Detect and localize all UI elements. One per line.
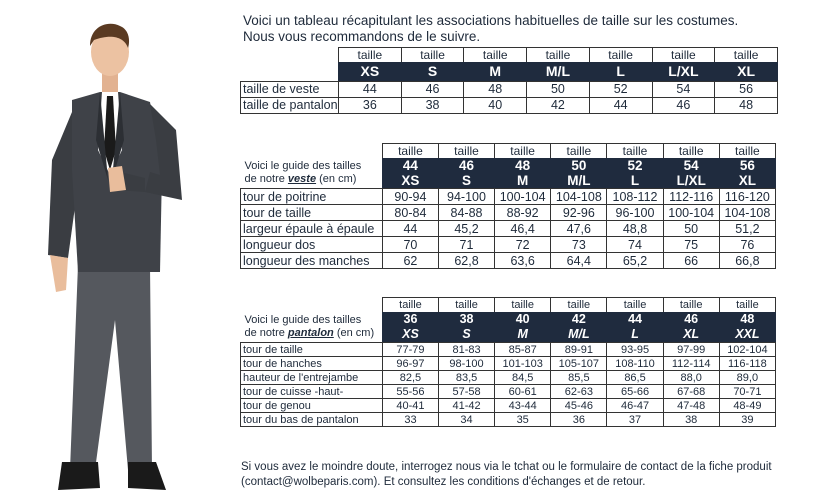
table1-header-row bbox=[241, 48, 778, 63]
size-cell: XS bbox=[338, 62, 401, 81]
row-label: tour de hanches bbox=[241, 357, 383, 371]
caption-emphasis: veste bbox=[287, 173, 317, 185]
table-row bbox=[241, 385, 776, 399]
jacket-table-caption bbox=[241, 158, 383, 189]
size-cell: L/XL bbox=[652, 62, 715, 81]
caption-line-1: Voici le guide des tailles bbox=[244, 160, 362, 172]
value-cell: 66,8 bbox=[719, 253, 775, 269]
value-cell: 102-104 bbox=[719, 343, 775, 357]
size-letter: XL bbox=[683, 327, 700, 341]
value-cell: 94-100 bbox=[438, 189, 494, 205]
value-cell: 82,5 bbox=[382, 371, 438, 385]
table-row bbox=[241, 205, 776, 221]
size-letter: XS bbox=[401, 173, 420, 188]
size-cell bbox=[607, 312, 663, 343]
size-letter: L/XL bbox=[676, 173, 706, 188]
value-cell: 97-99 bbox=[663, 343, 719, 357]
size-letter: M/L bbox=[568, 327, 590, 341]
size-letter: S bbox=[461, 173, 471, 188]
footer-line-2: (contact@wolbeparis.com). Et consultez les conditions d'échanges et de retour. bbox=[241, 476, 646, 488]
size-cell bbox=[607, 158, 663, 189]
table1-header-cell: taille bbox=[464, 48, 527, 63]
value-cell: 66 bbox=[663, 253, 719, 269]
size-cell bbox=[382, 158, 438, 189]
table-row bbox=[241, 357, 776, 371]
table-row bbox=[241, 221, 776, 237]
size-association-table bbox=[240, 47, 778, 114]
row-label: tour de taille bbox=[241, 343, 383, 357]
suit-model-illustration bbox=[0, 0, 240, 500]
value-cell: 73 bbox=[551, 237, 607, 253]
size-cell bbox=[663, 312, 719, 343]
table-row bbox=[241, 371, 776, 385]
table-row bbox=[241, 189, 776, 205]
trousers-table-caption bbox=[241, 312, 383, 343]
value-cell: 50 bbox=[527, 81, 590, 97]
row-label: largeur épaule à épaule bbox=[241, 221, 383, 237]
value-cell: 48,8 bbox=[607, 221, 663, 237]
value-cell: 96-100 bbox=[607, 205, 663, 221]
value-cell: 47-48 bbox=[663, 399, 719, 413]
value-cell: 60-61 bbox=[495, 385, 551, 399]
intro-line-2: Nous vous recommandons de le suivre. bbox=[243, 29, 481, 44]
table-row bbox=[241, 253, 776, 269]
value-cell: 44 bbox=[338, 81, 401, 97]
table2-header-row bbox=[241, 144, 776, 159]
size-letter: M bbox=[517, 173, 529, 188]
value-cell: 89,0 bbox=[719, 371, 775, 385]
footer-text bbox=[241, 460, 772, 490]
value-cell: 100-104 bbox=[495, 189, 551, 205]
table-row bbox=[241, 81, 778, 97]
size-number: 42 bbox=[571, 312, 586, 326]
value-cell: 77-79 bbox=[382, 343, 438, 357]
caption-emphasis: pantalon bbox=[287, 327, 334, 339]
value-cell: 45,2 bbox=[438, 221, 494, 237]
size-letter: S bbox=[462, 327, 471, 341]
value-cell: 96-97 bbox=[382, 357, 438, 371]
table3-header-cell: taille bbox=[607, 298, 663, 313]
value-cell: 70-71 bbox=[719, 385, 775, 399]
value-cell: 37 bbox=[607, 413, 663, 427]
table2-header-cell: taille bbox=[438, 144, 494, 159]
value-cell: 88-92 bbox=[495, 205, 551, 221]
row-label: tour de taille bbox=[241, 205, 383, 221]
value-cell: 57-58 bbox=[438, 385, 494, 399]
table2-header-cell: taille bbox=[551, 144, 607, 159]
size-cell: XL bbox=[715, 62, 778, 81]
size-number: 48 bbox=[515, 158, 531, 173]
value-cell: 48 bbox=[464, 81, 527, 97]
value-cell: 42 bbox=[527, 97, 590, 113]
size-number: 56 bbox=[739, 158, 755, 173]
value-cell: 67-68 bbox=[663, 385, 719, 399]
value-cell: 98-100 bbox=[438, 357, 494, 371]
table2-size-row bbox=[241, 158, 776, 189]
size-cell bbox=[719, 312, 775, 343]
size-number: 46 bbox=[684, 312, 699, 326]
value-cell: 36 bbox=[338, 97, 401, 113]
value-cell: 116-118 bbox=[719, 357, 775, 371]
value-cell: 40-41 bbox=[382, 399, 438, 413]
caption-suffix: (en cm) bbox=[316, 173, 357, 185]
value-cell: 75 bbox=[663, 237, 719, 253]
value-cell: 101-103 bbox=[495, 357, 551, 371]
jacket-size-guide-table bbox=[240, 143, 776, 269]
value-cell: 83,5 bbox=[438, 371, 494, 385]
size-number: 50 bbox=[571, 158, 587, 173]
value-cell: 108-110 bbox=[607, 357, 663, 371]
table1-header-cell: taille bbox=[652, 48, 715, 63]
row-label: tour de poitrine bbox=[241, 189, 383, 205]
value-cell: 44 bbox=[382, 221, 438, 237]
value-cell: 71 bbox=[438, 237, 494, 253]
size-cell: M bbox=[464, 62, 527, 81]
caption-suffix: (en cm) bbox=[333, 327, 375, 339]
table3-header-cell: taille bbox=[495, 298, 551, 313]
table3-header-cell: taille bbox=[663, 298, 719, 313]
table2-header-cell: taille bbox=[663, 144, 719, 159]
value-cell: 40 bbox=[464, 97, 527, 113]
table1-header-cell: taille bbox=[401, 48, 464, 63]
value-cell: 88,0 bbox=[663, 371, 719, 385]
size-letter: L bbox=[630, 173, 640, 188]
value-cell: 70 bbox=[382, 237, 438, 253]
value-cell: 46-47 bbox=[607, 399, 663, 413]
table2-header-cell: taille bbox=[607, 144, 663, 159]
value-cell: 86,5 bbox=[607, 371, 663, 385]
table1-header-cell: taille bbox=[589, 48, 652, 63]
table2-header-cell: taille bbox=[495, 144, 551, 159]
value-cell: 112-116 bbox=[663, 189, 719, 205]
value-cell: 62,8 bbox=[438, 253, 494, 269]
value-cell: 50 bbox=[663, 221, 719, 237]
table3-header-cell: taille bbox=[382, 298, 438, 313]
value-cell: 80-84 bbox=[382, 205, 438, 221]
size-cell bbox=[551, 158, 607, 189]
value-cell: 84-88 bbox=[438, 205, 494, 221]
value-cell: 55-56 bbox=[382, 385, 438, 399]
value-cell: 38 bbox=[663, 413, 719, 427]
size-cell bbox=[495, 158, 551, 189]
size-cell bbox=[719, 158, 775, 189]
table1-header-cell: taille bbox=[715, 48, 778, 63]
value-cell: 72 bbox=[495, 237, 551, 253]
size-letter: XS bbox=[402, 327, 419, 341]
value-cell: 65,2 bbox=[607, 253, 663, 269]
row-label: taille de veste bbox=[241, 81, 339, 97]
value-cell: 48 bbox=[715, 97, 778, 113]
row-label: tour de genou bbox=[241, 399, 383, 413]
value-cell: 47,6 bbox=[551, 221, 607, 237]
value-cell: 41-42 bbox=[438, 399, 494, 413]
value-cell: 112-114 bbox=[663, 357, 719, 371]
value-cell: 84,5 bbox=[495, 371, 551, 385]
value-cell: 63,6 bbox=[495, 253, 551, 269]
table-row bbox=[241, 343, 776, 357]
size-letter: XL bbox=[738, 173, 757, 188]
value-cell: 76 bbox=[719, 237, 775, 253]
size-number: 44 bbox=[628, 312, 642, 326]
value-cell: 74 bbox=[607, 237, 663, 253]
size-number: 46 bbox=[458, 158, 474, 173]
size-cell bbox=[382, 312, 438, 343]
value-cell: 65-66 bbox=[607, 385, 663, 399]
table3-size-row bbox=[241, 312, 776, 343]
size-cell bbox=[438, 158, 494, 189]
size-cell: S bbox=[401, 62, 464, 81]
size-letter: M bbox=[517, 327, 528, 341]
value-cell: 46 bbox=[652, 97, 715, 113]
value-cell: 43-44 bbox=[495, 399, 551, 413]
size-cell bbox=[438, 312, 494, 343]
footer-line-1: Si vous avez le moindre doute, interrogez nous via le tchat ou le formulaire de contact de la fiche produit bbox=[241, 461, 772, 473]
caption-line-2 bbox=[245, 327, 383, 340]
value-cell: 34 bbox=[438, 413, 494, 427]
table1-size-row bbox=[241, 62, 778, 81]
row-label: tour du bas de pantalon bbox=[241, 413, 383, 427]
row-label: taille de pantalon bbox=[241, 97, 339, 113]
size-cell: L bbox=[589, 62, 652, 81]
table3-header-cell: taille bbox=[551, 298, 607, 313]
value-cell: 90-94 bbox=[382, 189, 438, 205]
value-cell: 46,4 bbox=[495, 221, 551, 237]
size-cell: M/L bbox=[527, 62, 590, 81]
table-row bbox=[241, 399, 776, 413]
value-cell: 46 bbox=[401, 81, 464, 97]
value-cell: 56 bbox=[715, 81, 778, 97]
value-cell: 44 bbox=[589, 97, 652, 113]
value-cell: 92-96 bbox=[551, 205, 607, 221]
value-cell: 51,2 bbox=[719, 221, 775, 237]
value-cell: 104-108 bbox=[719, 205, 775, 221]
value-cell: 81-83 bbox=[438, 343, 494, 357]
value-cell: 38 bbox=[401, 97, 464, 113]
size-letter: XXL bbox=[735, 327, 760, 341]
size-cell bbox=[551, 312, 607, 343]
caption-prefix: de notre bbox=[244, 327, 288, 339]
value-cell: 52 bbox=[589, 81, 652, 97]
size-number: 36 bbox=[403, 312, 418, 326]
value-cell: 64,4 bbox=[551, 253, 607, 269]
size-cell bbox=[495, 312, 551, 343]
table-row bbox=[241, 237, 776, 253]
value-cell: 39 bbox=[719, 413, 775, 427]
size-letter: M/L bbox=[567, 173, 591, 188]
table1-header-cell: taille bbox=[338, 48, 401, 63]
value-cell: 35 bbox=[495, 413, 551, 427]
row-label: hauteur de l'entrejambe bbox=[241, 371, 383, 385]
value-cell: 48-49 bbox=[719, 399, 775, 413]
row-label: tour de cuisse -haut- bbox=[241, 385, 383, 399]
caption-prefix: de notre bbox=[244, 173, 288, 185]
value-cell: 93-95 bbox=[607, 343, 663, 357]
value-cell: 105-107 bbox=[551, 357, 607, 371]
value-cell: 116-120 bbox=[719, 189, 775, 205]
value-cell: 100-104 bbox=[663, 205, 719, 221]
intro-line-1: Voici un tableau récapitulant les associations habituelles de taille sur les costumes. bbox=[243, 13, 739, 28]
table-row bbox=[241, 97, 778, 113]
table-row bbox=[241, 413, 776, 427]
table2-header-cell: taille bbox=[719, 144, 775, 159]
value-cell: 62-63 bbox=[551, 385, 607, 399]
trousers-size-guide-table bbox=[240, 297, 776, 427]
table1-header-cell: taille bbox=[527, 48, 590, 63]
value-cell: 104-108 bbox=[551, 189, 607, 205]
table3-header-cell: taille bbox=[438, 298, 494, 313]
value-cell: 36 bbox=[551, 413, 607, 427]
value-cell: 62 bbox=[382, 253, 438, 269]
size-number: 40 bbox=[515, 312, 530, 326]
size-number: 44 bbox=[402, 158, 418, 173]
size-number: 48 bbox=[740, 312, 755, 326]
size-cell bbox=[663, 158, 719, 189]
value-cell: 85,5 bbox=[551, 371, 607, 385]
intro-text bbox=[243, 13, 738, 45]
value-cell: 89-91 bbox=[551, 343, 607, 357]
size-number: 54 bbox=[683, 158, 699, 173]
row-label: longueur des manches bbox=[241, 253, 383, 269]
table2-header-cell: taille bbox=[382, 144, 438, 159]
size-letter: L bbox=[631, 327, 639, 341]
size-number: 38 bbox=[459, 312, 474, 326]
size-number: 52 bbox=[627, 158, 643, 173]
caption-line-1: Voici le guide des tailles bbox=[244, 314, 362, 326]
row-label: longueur dos bbox=[241, 237, 383, 253]
value-cell: 33 bbox=[382, 413, 438, 427]
table3-header-row bbox=[241, 298, 776, 313]
value-cell: 85-87 bbox=[495, 343, 551, 357]
value-cell: 108-112 bbox=[607, 189, 663, 205]
value-cell: 54 bbox=[652, 81, 715, 97]
value-cell: 45-46 bbox=[551, 399, 607, 413]
caption-line-2 bbox=[245, 173, 383, 186]
table3-header-cell: taille bbox=[719, 298, 775, 313]
